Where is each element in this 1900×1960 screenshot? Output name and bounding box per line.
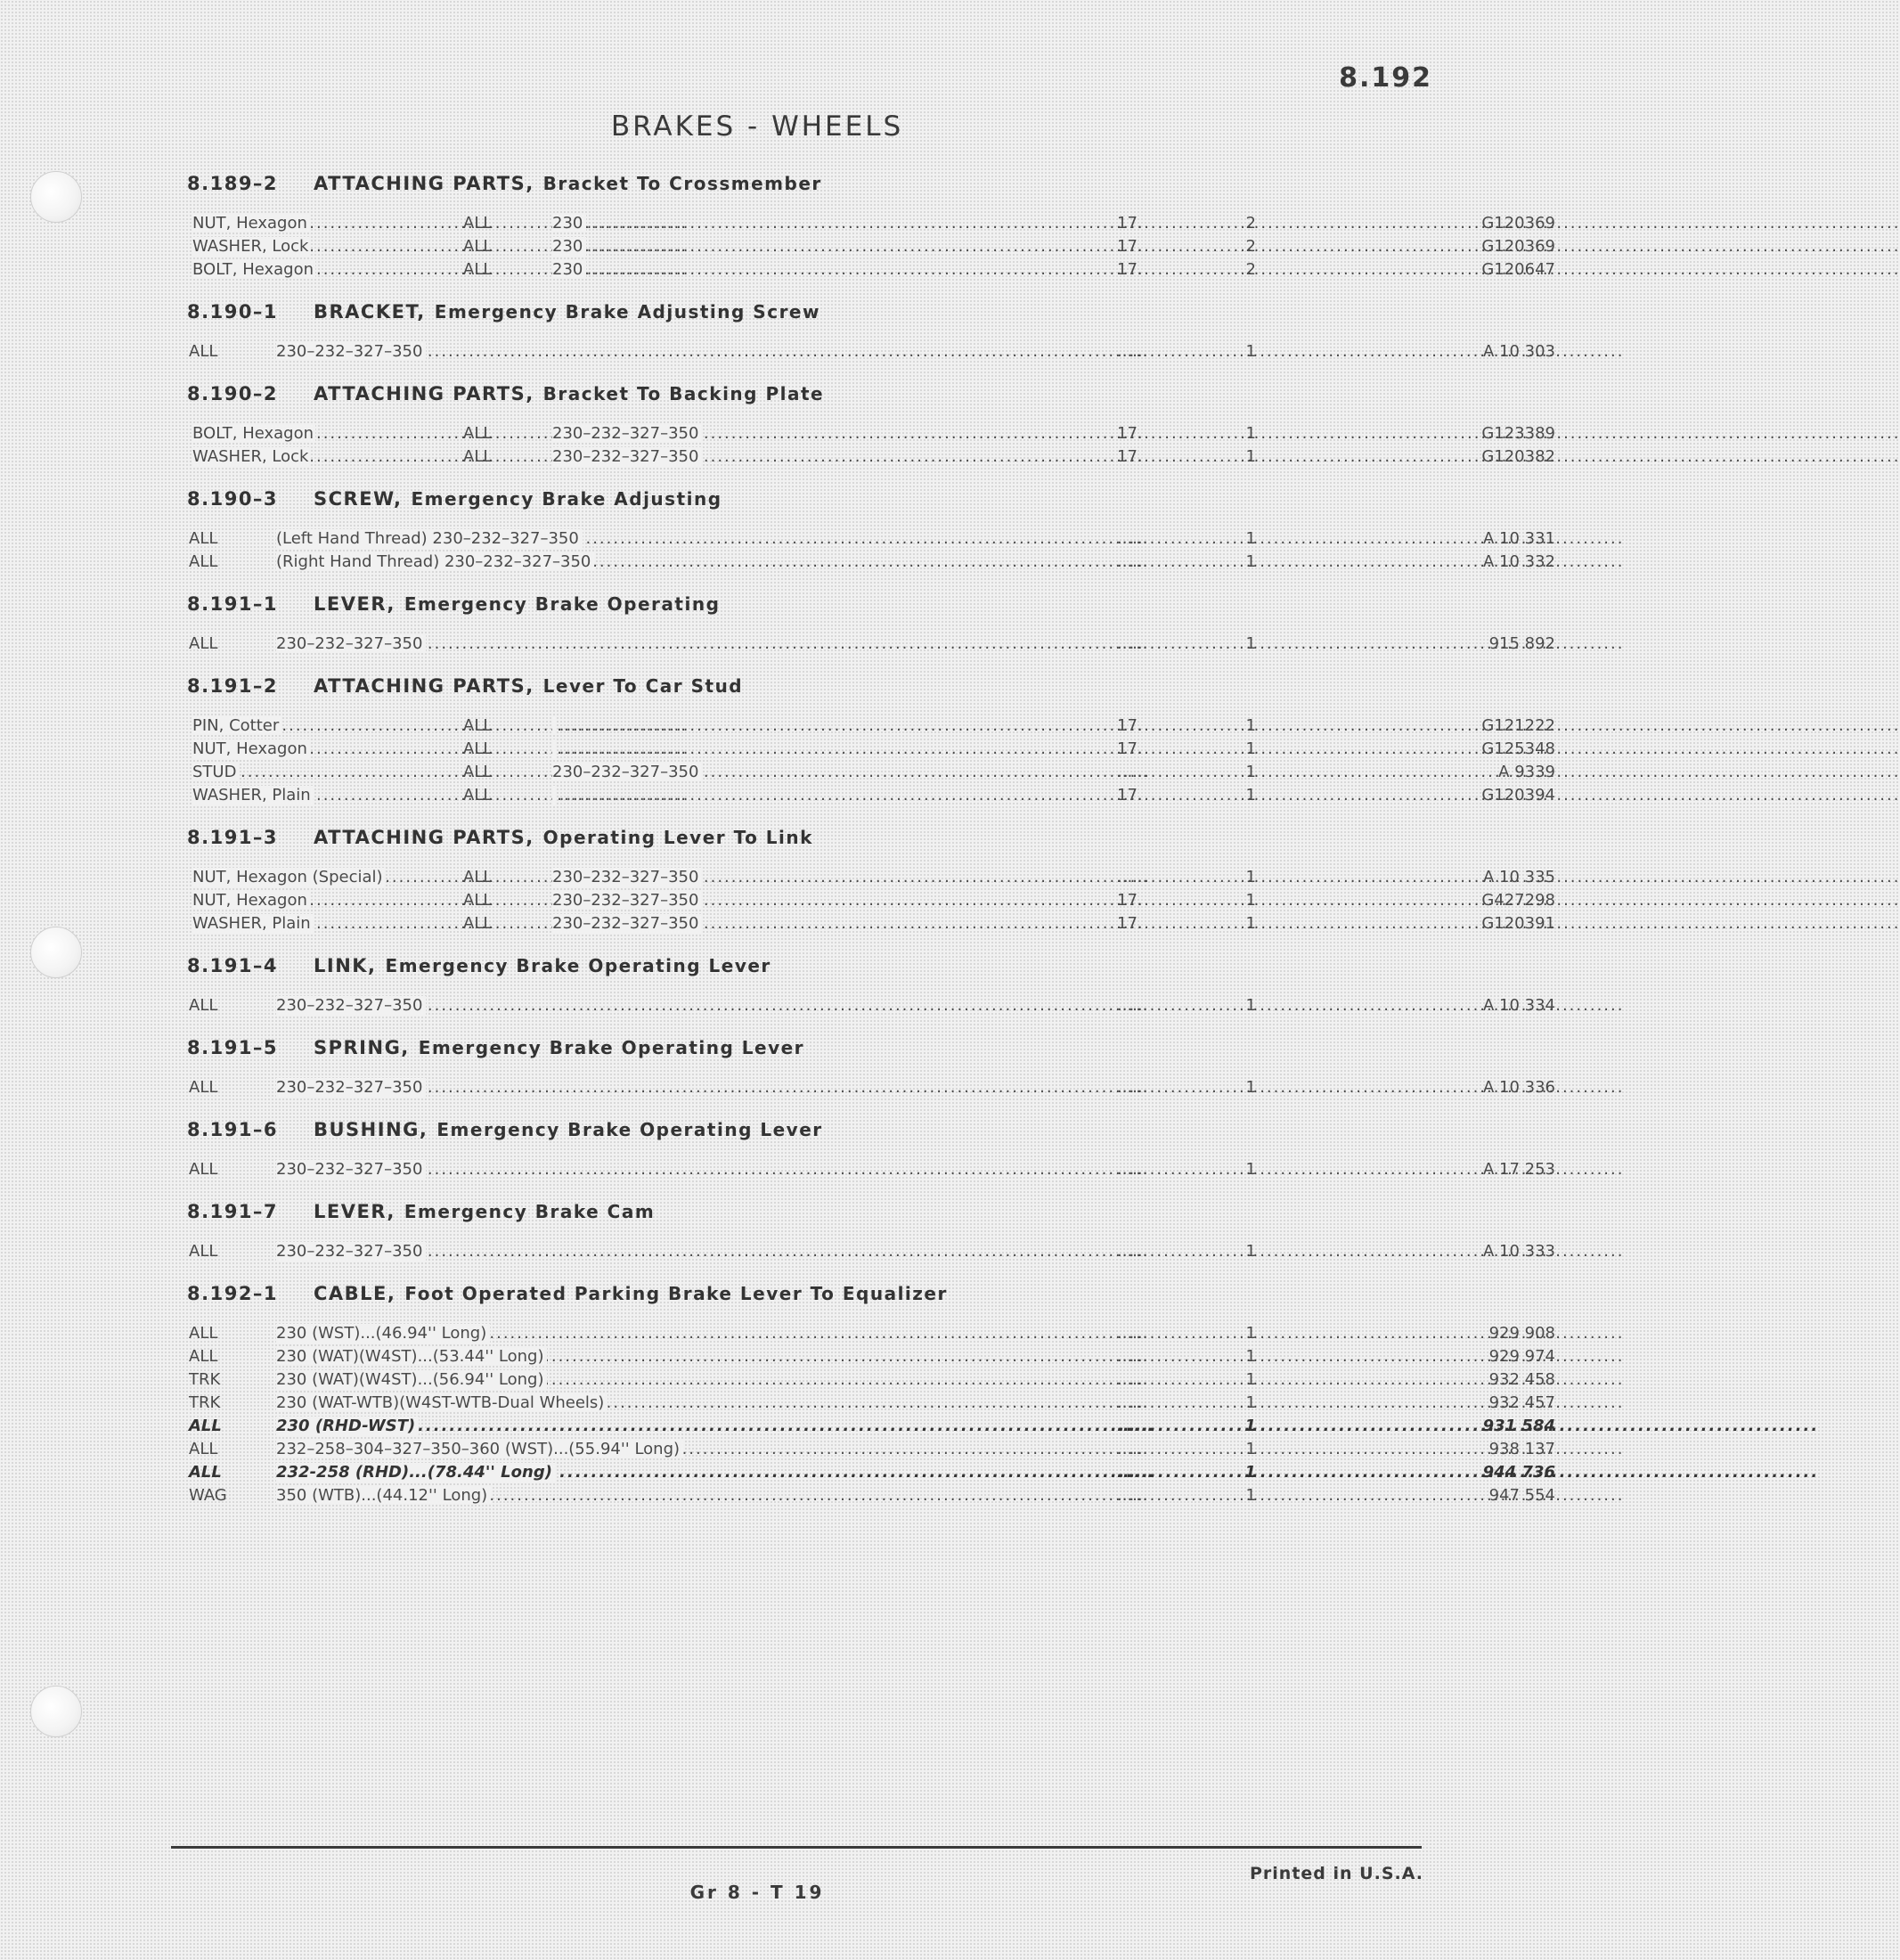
application-text: 230–232–327–350 — [276, 996, 426, 1015]
binder-hole-middle — [30, 927, 82, 978]
part-row — [187, 889, 1555, 912]
part-name: WASHER, Plain — [192, 914, 311, 933]
model-code: TRK — [189, 1370, 221, 1389]
part-row — [187, 715, 1555, 738]
part-number: G123389 — [1481, 424, 1555, 443]
section-number: 8.191–5 — [187, 1037, 279, 1058]
part-row — [187, 738, 1555, 761]
part-number: G120391 — [1481, 914, 1555, 933]
group-number: 17. — [1117, 739, 1143, 758]
section-part-name: BRACKET, — [314, 301, 426, 323]
model-code: ALL — [463, 763, 493, 781]
part-row — [187, 235, 1555, 258]
section-part-name: ATTACHING PARTS, — [314, 383, 534, 404]
part-row — [187, 1368, 1555, 1392]
part-name: NUT, Hexagon — [192, 214, 307, 233]
application-text: 230–232–327–350 — [276, 1242, 426, 1261]
group-number: ...... — [1117, 1486, 1148, 1505]
quantity: 1 — [1245, 1324, 1256, 1343]
part-row — [187, 1392, 1555, 1415]
section-heading — [187, 166, 1377, 201]
part-number: 932 457 — [1488, 1393, 1555, 1412]
application-text: 230–232–327–350 — [276, 342, 426, 361]
quantity: 1 — [1245, 1370, 1256, 1389]
quantity: 1 — [1245, 914, 1256, 933]
section-heading — [187, 820, 1377, 855]
application-text: 230 (WAT)(W4ST)...(53.44'' Long) — [276, 1347, 547, 1366]
model-code: ALL — [189, 1440, 218, 1458]
model-code: ALL — [189, 996, 218, 1015]
section-number: 8.192–1 — [187, 1283, 279, 1304]
quantity: 1 — [1245, 739, 1256, 758]
quantity: 2 — [1245, 214, 1256, 233]
application-text: 230 — [552, 260, 586, 279]
application-text: 230–232–327–350 — [552, 891, 702, 910]
quantity: 1 — [1245, 891, 1256, 910]
quantity: 1 — [1245, 529, 1256, 548]
part-row — [187, 912, 1555, 935]
parts-rows — [187, 866, 1555, 935]
section-number: 8.191–7 — [187, 1201, 279, 1222]
quantity: 1 — [1245, 634, 1256, 653]
part-number: 938 137 — [1488, 1440, 1555, 1458]
part-number: G120369 — [1481, 237, 1555, 256]
quantity: 1 — [1245, 1440, 1256, 1458]
footer-divider — [171, 1846, 1422, 1849]
part-number: A 9339 — [1498, 763, 1555, 781]
part-row — [187, 761, 1555, 784]
group-reference: Gr 8 - T 19 — [689, 1882, 825, 1903]
section-part-name: LEVER, — [314, 1201, 395, 1222]
parts-section — [187, 1030, 1555, 1099]
group-number: ...... — [1117, 996, 1148, 1015]
part-name: BOLT, Hexagon — [192, 260, 314, 279]
part-number: A 10 335 — [1482, 868, 1555, 886]
group-number: 17. — [1117, 447, 1143, 466]
parts-rows — [187, 212, 1555, 282]
part-name-cell — [192, 212, 437, 235]
parts-rows — [187, 1322, 1555, 1507]
part-row — [187, 1461, 1555, 1484]
application-text: 230 — [552, 237, 586, 256]
quantity: 1 — [1245, 1078, 1256, 1097]
part-row — [187, 340, 1555, 363]
section-heading — [187, 1030, 1377, 1066]
application-text: 232-258 (RHD)...(78.44'' Long) — [276, 1463, 556, 1482]
section-number: 8.190–2 — [187, 383, 279, 404]
part-number: A 10 336 — [1482, 1078, 1555, 1097]
part-name: WASHER, Lock — [192, 447, 309, 466]
part-number: G120369 — [1481, 214, 1555, 233]
group-number: 17. — [1117, 237, 1143, 256]
part-row — [187, 1438, 1555, 1461]
quantity: 1 — [1245, 1393, 1256, 1412]
part-number: 929 908 — [1488, 1324, 1555, 1343]
section-heading — [187, 586, 1377, 622]
section-heading — [187, 948, 1377, 984]
part-name: WASHER, Plain — [192, 786, 311, 804]
page-number: 8.192 — [1339, 62, 1432, 94]
part-name-cell — [192, 422, 437, 445]
part-name-cell — [192, 258, 437, 282]
part-row — [187, 1076, 1555, 1099]
section-part-name: SPRING, — [314, 1037, 410, 1058]
part-number: G125348 — [1481, 739, 1555, 758]
model-code: ALL — [463, 716, 493, 735]
application-text: (Right Hand Thread) 230–232–327–350 — [276, 552, 594, 571]
model-code: ALL — [189, 552, 218, 571]
section-description: Emergency Brake Adjusting — [411, 488, 722, 510]
model-code: TRK — [189, 1393, 221, 1412]
part-row — [187, 1158, 1555, 1181]
group-number: ...... — [1117, 634, 1148, 653]
model-code: ALL — [189, 1347, 218, 1366]
model-code: ALL — [189, 1078, 218, 1097]
part-name-cell — [192, 761, 437, 784]
group-number: 17. — [1117, 424, 1143, 443]
section-description: Emergency Brake Operating Lever — [385, 955, 771, 976]
application-text: (Left Hand Thread) 230–232–327–350 — [276, 529, 583, 548]
group-number: ...... — [1117, 1078, 1148, 1097]
part-number: A 17 253 — [1482, 1160, 1555, 1179]
parts-section — [187, 586, 1555, 656]
part-name-cell — [192, 784, 437, 807]
printed-in-label: Printed in U.S.A. — [1250, 1864, 1423, 1883]
section-part-name: LEVER, — [314, 593, 395, 615]
part-row — [187, 633, 1555, 656]
quantity: 1 — [1245, 786, 1256, 804]
group-number: ...... — [1117, 1393, 1148, 1412]
group-number: ...... — [1117, 1417, 1154, 1435]
model-code: ALL — [463, 739, 493, 758]
quantity: 1 — [1245, 1486, 1256, 1505]
parts-rows — [187, 715, 1555, 807]
section-description: Emergency Brake Operating Lever — [436, 1119, 823, 1140]
group-number: 17. — [1117, 260, 1143, 279]
quantity: 1 — [1244, 1463, 1256, 1482]
quantity: 1 — [1245, 716, 1256, 735]
section-heading — [187, 1112, 1377, 1147]
group-number: ...... — [1117, 529, 1148, 548]
part-name-cell — [192, 738, 437, 761]
model-code: ALL — [189, 1324, 218, 1343]
section-description: Operating Lever To Link — [542, 827, 813, 848]
part-number: 929 974 — [1488, 1347, 1555, 1366]
quantity: 1 — [1245, 342, 1256, 361]
quantity: 1 — [1245, 763, 1256, 781]
section-description: Emergency Brake Adjusting Screw — [434, 301, 820, 323]
application-text: 230–232–327–350 — [276, 1160, 426, 1179]
application-text: 230–232–327–350 — [552, 914, 702, 933]
part-number: G120382 — [1481, 447, 1555, 466]
model-code: ALL — [189, 342, 218, 361]
parts-rows — [187, 1240, 1555, 1263]
application-text: 230–232–327–350 — [552, 424, 702, 443]
section-heading — [187, 1194, 1377, 1229]
application-text: 232–258–304–327–350–360 (WST)...(55.94'' Long) — [276, 1440, 683, 1458]
model-code: ALL — [463, 914, 493, 933]
part-name-cell — [192, 866, 437, 889]
model-code: ALL — [463, 214, 493, 233]
part-row — [187, 1415, 1555, 1438]
part-name-cell — [192, 445, 437, 469]
section-part-name: ATTACHING PARTS, — [314, 675, 534, 697]
part-number: 944 736 — [1482, 1463, 1555, 1482]
part-name: NUT, Hexagon (Special) — [192, 868, 383, 886]
model-code: ALL — [189, 529, 218, 548]
section-number: 8.189–2 — [187, 173, 279, 194]
section-part-name: ATTACHING PARTS, — [314, 827, 534, 848]
application-text: 350 (WTB)...(44.12'' Long) — [276, 1486, 491, 1505]
application-text: 230 (RHD-WST) — [276, 1417, 419, 1435]
application-text — [552, 716, 556, 735]
quantity: 2 — [1245, 237, 1256, 256]
parts-rows — [187, 1158, 1555, 1181]
section-number: 8.190–3 — [187, 488, 279, 510]
section-number: 8.191–2 — [187, 675, 279, 697]
group-number: 17. — [1117, 891, 1143, 910]
section-heading — [187, 376, 1377, 412]
part-number: A 10 332 — [1482, 552, 1555, 571]
group-number: ...... — [1117, 1324, 1148, 1343]
group-number: ...... — [1117, 1347, 1148, 1366]
section-part-name: LINK, — [314, 955, 377, 976]
part-name-cell — [192, 715, 437, 738]
quantity: 2 — [1245, 260, 1256, 279]
part-name-cell — [192, 912, 437, 935]
part-number: 931 584 — [1482, 1417, 1555, 1435]
model-code: ALL — [189, 1242, 218, 1261]
parts-section — [187, 376, 1555, 469]
part-row — [187, 445, 1555, 469]
application-text: 230 — [552, 214, 586, 233]
binder-hole-top — [30, 171, 82, 223]
quantity: 1 — [1244, 1417, 1256, 1435]
part-row — [187, 422, 1555, 445]
model-code: ALL — [463, 424, 493, 443]
group-number: ...... — [1117, 1242, 1148, 1261]
part-number: 947 554 — [1488, 1486, 1555, 1505]
section-number: 8.190–1 — [187, 301, 279, 323]
model-code: ALL — [463, 868, 493, 886]
part-row — [187, 1345, 1555, 1368]
quantity: 1 — [1245, 1160, 1256, 1179]
model-code: ALL — [463, 447, 493, 466]
part-number: A 10 303 — [1482, 342, 1555, 361]
part-name: NUT, Hexagon — [192, 739, 307, 758]
page-title: BRAKES - WHEELS — [610, 110, 904, 143]
part-number: A 10 331 — [1482, 529, 1555, 548]
group-number: ...... — [1117, 1160, 1148, 1179]
section-description: Bracket To Crossmember — [542, 173, 822, 194]
section-part-name: ATTACHING PARTS, — [314, 173, 534, 194]
parts-rows — [187, 527, 1555, 574]
section-heading — [187, 668, 1377, 704]
section-part-name: CABLE, — [314, 1283, 396, 1304]
quantity: 1 — [1245, 552, 1256, 571]
part-number: G427298 — [1481, 891, 1555, 910]
group-number: 17. — [1117, 214, 1143, 233]
application-text — [552, 739, 556, 758]
application-text: 230 (WAT-WTB)(W4ST-WTB-Dual Wheels) — [276, 1393, 608, 1412]
group-number: ...... — [1117, 552, 1148, 571]
group-number: ...... — [1117, 868, 1148, 886]
parts-section — [187, 1194, 1555, 1263]
part-row — [187, 1240, 1555, 1263]
group-number: 17. — [1117, 786, 1143, 804]
part-number: A 10 333 — [1482, 1242, 1555, 1261]
section-heading — [187, 1276, 1377, 1311]
section-number: 8.191–6 — [187, 1119, 279, 1140]
part-name: PIN, Cotter — [192, 716, 280, 735]
parts-section — [187, 668, 1555, 807]
section-part-name: SCREW, — [314, 488, 403, 510]
section-part-name: BUSHING, — [314, 1119, 428, 1140]
quantity: 1 — [1245, 868, 1256, 886]
section-number: 8.191–4 — [187, 955, 279, 976]
part-number: G120647 — [1481, 260, 1555, 279]
group-number: ...... — [1117, 763, 1148, 781]
part-number: G120394 — [1481, 786, 1555, 804]
section-description: Emergency Brake Cam — [404, 1201, 656, 1222]
group-number: ...... — [1117, 1463, 1154, 1482]
quantity: 1 — [1245, 424, 1256, 443]
part-number: G121222 — [1481, 716, 1555, 735]
model-code: ALL — [463, 786, 493, 804]
group-number: 17. — [1117, 716, 1143, 735]
parts-section — [187, 294, 1555, 363]
model-code: ALL — [463, 891, 493, 910]
quantity: 1 — [1245, 1242, 1256, 1261]
parts-section — [187, 1112, 1555, 1181]
application-text: 230–232–327–350 — [276, 634, 426, 653]
group-number: 17. — [1117, 914, 1143, 933]
model-code: ALL — [463, 237, 493, 256]
section-description: Emergency Brake Operating Lever — [418, 1037, 805, 1058]
quantity: 1 — [1245, 1347, 1256, 1366]
quantity: 1 — [1245, 996, 1256, 1015]
part-number: 915 892 — [1488, 634, 1555, 653]
application-text: 230 (WAT)(W4ST)...(56.94'' Long) — [276, 1370, 547, 1389]
group-number: ...... — [1117, 1440, 1148, 1458]
model-code: ALL — [463, 260, 493, 279]
part-row — [187, 212, 1555, 235]
parts-section — [187, 481, 1555, 574]
binder-hole-bottom — [30, 1686, 82, 1737]
parts-rows — [187, 1076, 1555, 1099]
part-name: STUD — [192, 763, 237, 781]
parts-rows — [187, 633, 1555, 656]
parts-section — [187, 166, 1555, 282]
application-text: 230–232–327–350 — [552, 763, 702, 781]
quantity: 1 — [1245, 447, 1256, 466]
application-text: 230–232–327–350 — [276, 1078, 426, 1097]
part-number: A 10 334 — [1482, 996, 1555, 1015]
parts-section — [187, 820, 1555, 935]
part-number: 932 458 — [1488, 1370, 1555, 1389]
section-description: Lever To Car Stud — [542, 675, 744, 697]
section-number: 8.191–3 — [187, 827, 279, 848]
section-number: 8.191–1 — [187, 593, 279, 615]
section-description: Foot Operated Parking Brake Lever To Equalizer — [404, 1283, 948, 1304]
application-text — [552, 786, 556, 804]
group-number: ...... — [1117, 1370, 1148, 1389]
parts-section — [187, 1276, 1555, 1507]
part-row — [187, 866, 1555, 889]
model-code: ALL — [189, 1160, 218, 1179]
model-code: ALL — [189, 1463, 222, 1482]
model-code: WAG — [189, 1486, 227, 1505]
part-row — [187, 1484, 1555, 1507]
part-name: BOLT, Hexagon — [192, 424, 314, 443]
part-row — [187, 258, 1555, 282]
application-text: 230–232–327–350 — [552, 447, 702, 466]
section-description: Emergency Brake Operating — [404, 593, 721, 615]
part-row — [187, 551, 1555, 574]
section-heading — [187, 294, 1377, 330]
group-number: ...... — [1117, 342, 1148, 361]
part-name: WASHER, Lock — [192, 237, 309, 256]
application-text: 230–232–327–350 — [552, 868, 702, 886]
part-name: NUT, Hexagon — [192, 891, 307, 910]
part-name-cell — [192, 235, 437, 258]
model-code: ALL — [189, 634, 218, 653]
parts-rows — [187, 340, 1555, 363]
part-row — [187, 994, 1555, 1017]
parts-list — [187, 166, 1555, 1520]
parts-section — [187, 948, 1555, 1017]
application-text: 230 (WST)...(46.94'' Long) — [276, 1324, 490, 1343]
part-row — [187, 527, 1555, 551]
section-description: Bracket To Backing Plate — [542, 383, 825, 404]
section-heading — [187, 481, 1377, 517]
model-code: ALL — [189, 1417, 222, 1435]
parts-rows — [187, 994, 1555, 1017]
part-row — [187, 1322, 1555, 1345]
part-name-cell — [192, 889, 437, 912]
parts-rows — [187, 422, 1555, 469]
part-row — [187, 784, 1555, 807]
